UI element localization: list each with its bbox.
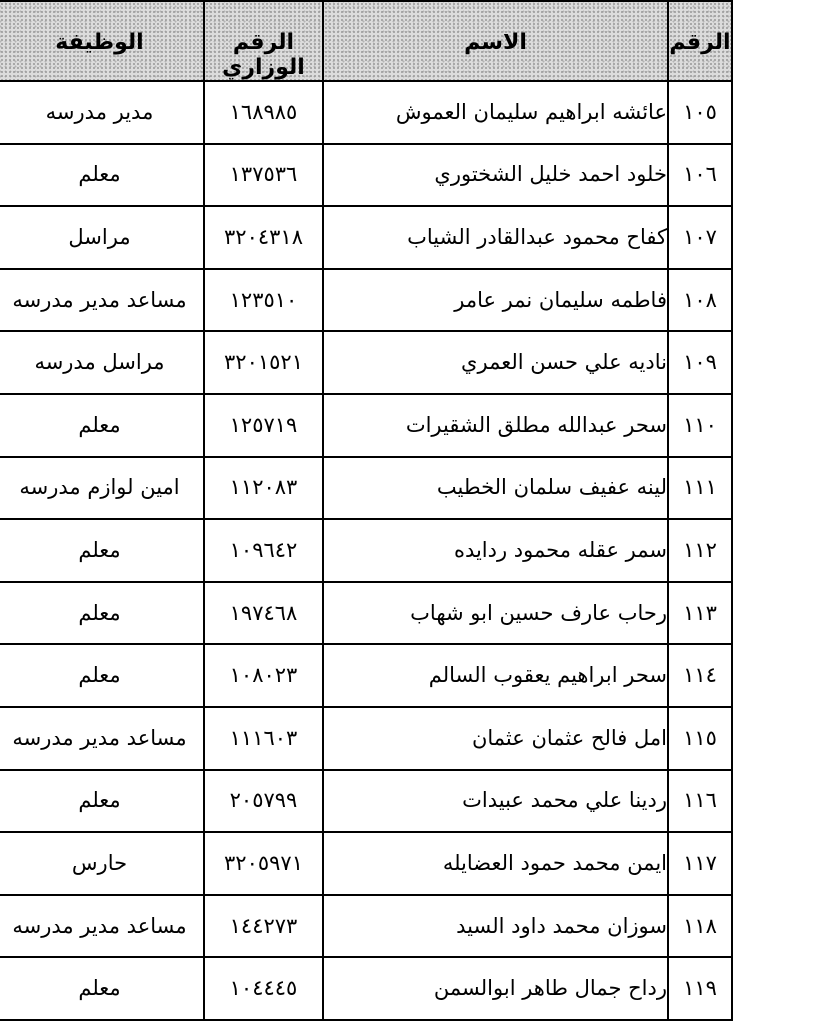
cell-ministry-number: ٣٢٠٥٩٧١ — [204, 832, 323, 895]
cell-ministry-number: ١٩٧٤٦٨ — [204, 582, 323, 645]
table-header-row — [0, 1, 732, 81]
cell-ministry-number: ١٠٩٦٤٢ — [204, 519, 323, 582]
cell-number: ١٠٩ — [668, 331, 732, 394]
cell-job: مدير مدرسه — [0, 81, 204, 144]
cell-ministry-number: ١١٢٠٨٣ — [204, 457, 323, 520]
table-body — [0, 81, 732, 1020]
cell-ministry-number: ١٠٤٤٤٥ — [204, 957, 323, 1020]
cell-ministry-number: ١٢٥٧١٩ — [204, 394, 323, 457]
cell-job: معلم — [0, 582, 204, 645]
table-row — [0, 957, 732, 1020]
table-row — [0, 206, 732, 269]
table-row — [0, 457, 732, 520]
cell-name: ردينا علي محمد عبيدات — [323, 770, 668, 833]
cell-ministry-number: ١٤٤٢٧٣ — [204, 895, 323, 958]
table-row — [0, 582, 732, 645]
cell-number: ١١٨ — [668, 895, 732, 958]
cell-number: ١١١ — [668, 457, 732, 520]
cell-name: امل فالح عثمان عثمان — [323, 707, 668, 770]
cell-name: رداح جمال طاهر ابوالسمن — [323, 957, 668, 1020]
table-row — [0, 519, 732, 582]
cell-name: عائشه ابراهيم سليمان العموش — [323, 81, 668, 144]
cell-name: لينه عفيف سلمان الخطيب — [323, 457, 668, 520]
table-row — [0, 394, 732, 457]
cell-job: مساعد مدير مدرسه — [0, 707, 204, 770]
cell-number: ١١٢ — [668, 519, 732, 582]
cell-ministry-number: ٣٢٠١٥٢١ — [204, 331, 323, 394]
cell-job: مراسل — [0, 206, 204, 269]
cell-number: ١١٥ — [668, 707, 732, 770]
cell-job: حارس — [0, 832, 204, 895]
cell-name: سحر ابراهيم يعقوب السالم — [323, 644, 668, 707]
cell-number: ١١٧ — [668, 832, 732, 895]
cell-job: معلم — [0, 770, 204, 833]
cell-job: معلم — [0, 644, 204, 707]
cell-number: ١١٠ — [668, 394, 732, 457]
table-row — [0, 707, 732, 770]
cell-number: ١١٤ — [668, 644, 732, 707]
cell-number: ١٠٧ — [668, 206, 732, 269]
table-row — [0, 832, 732, 895]
table-row — [0, 895, 732, 958]
cell-number: ١٠٥ — [668, 81, 732, 144]
cell-name: سحر عبدالله مطلق الشقيرات — [323, 394, 668, 457]
cell-job: معلم — [0, 144, 204, 207]
cell-ministry-number: ١٢٣٥١٠ — [204, 269, 323, 332]
cell-name: فاطمه سليمان نمر عامر — [323, 269, 668, 332]
table-row — [0, 644, 732, 707]
cell-ministry-number: ٣٢٠٤٣١٨ — [204, 206, 323, 269]
cell-job: مراسل مدرسه — [0, 331, 204, 394]
header-ministry-number: الرقم الوزاري — [204, 1, 323, 81]
header-name: الاسم — [323, 1, 668, 81]
cell-number: ١١٦ — [668, 770, 732, 833]
cell-name: سمر عقله محمود ردايده — [323, 519, 668, 582]
cell-ministry-number: ١٠٨٠٢٣ — [204, 644, 323, 707]
cell-number: ١٠٦ — [668, 144, 732, 207]
cell-job: مساعد مدير مدرسه — [0, 895, 204, 958]
cell-ministry-number: ١٦٨٩٨٥ — [204, 81, 323, 144]
table-row — [0, 81, 732, 144]
cell-name: ايمن محمد حمود العضايله — [323, 832, 668, 895]
cell-ministry-number: ٢٠٥٧٩٩ — [204, 770, 323, 833]
cell-number: ١١٣ — [668, 582, 732, 645]
cell-job: مساعد مدير مدرسه — [0, 269, 204, 332]
cell-name: كفاح محمود عبدالقادر الشياب — [323, 206, 668, 269]
cell-name: رحاب عارف حسين ابو شهاب — [323, 582, 668, 645]
cell-number: ١٠٨ — [668, 269, 732, 332]
table-row — [0, 269, 732, 332]
header-job: الوظيفة — [0, 1, 204, 81]
cell-job: معلم — [0, 519, 204, 582]
cell-name: سوزان محمد داود السيد — [323, 895, 668, 958]
header-number: الرقم — [668, 1, 732, 81]
cell-ministry-number: ١٣٧٥٣٦ — [204, 144, 323, 207]
cell-job: معلم — [0, 957, 204, 1020]
cell-job: امين لوازم مدرسه — [0, 457, 204, 520]
table-row — [0, 770, 732, 833]
cell-job: معلم — [0, 394, 204, 457]
cell-name: خلود احمد خليل الشختوري — [323, 144, 668, 207]
cell-ministry-number: ١١١٦٠٣ — [204, 707, 323, 770]
cell-name: ناديه علي حسن العمري — [323, 331, 668, 394]
cell-number: ١١٩ — [668, 957, 732, 1020]
table-row — [0, 144, 732, 207]
table-row — [0, 331, 732, 394]
